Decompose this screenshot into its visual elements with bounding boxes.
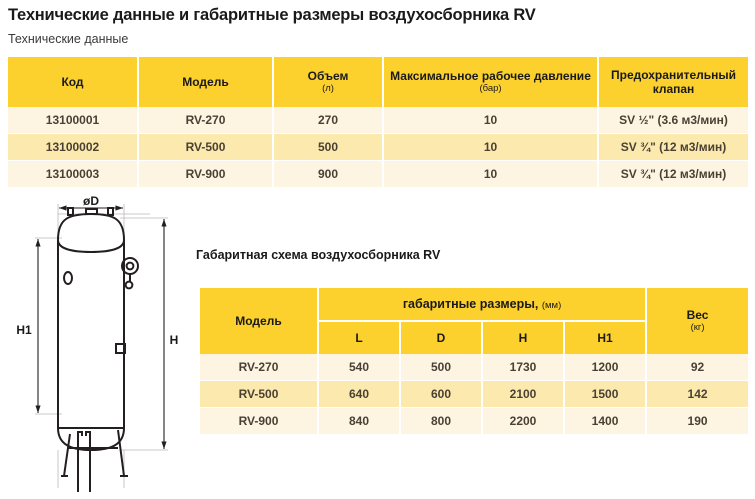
- diagram-title: Габаритная схема воздухосборника RV: [196, 248, 441, 262]
- column-header-weight: [646, 288, 748, 354]
- cell-l: 640: [318, 381, 400, 408]
- tank-technical-drawing: [0, 196, 196, 496]
- cell-pressure: 10: [383, 107, 598, 134]
- cell-valve: SV ¾" (12 м3/мин): [598, 134, 748, 161]
- cell-pressure: 10: [383, 161, 598, 188]
- cell-h1: 1400: [564, 408, 646, 435]
- column-header-model: [138, 57, 273, 107]
- cell-code: 13100002: [8, 134, 138, 161]
- cell-volume: 500: [273, 134, 383, 161]
- specs-table: [8, 57, 748, 188]
- column-header-pressure-label: Максимальное рабочее давление: [390, 68, 591, 83]
- cell-code: 13100001: [8, 107, 138, 134]
- cell-volume: 900: [273, 161, 383, 188]
- section-label: Технические данные: [8, 32, 129, 46]
- cell-d: 800: [400, 408, 482, 435]
- cell-h: 2100: [482, 381, 564, 408]
- page-title: Технические данные и габаритные размеры воздухосборника RV: [8, 6, 536, 24]
- cell-h1: 1500: [564, 381, 646, 408]
- column-header-h1: H1: [564, 321, 646, 354]
- column-header-model-label: Модель: [235, 313, 282, 328]
- column-header-volume-unit: (л): [322, 83, 334, 95]
- column-header-d: D: [400, 321, 482, 354]
- column-header-volume-label: Объем: [307, 68, 349, 83]
- cell-weight: 142: [646, 381, 748, 408]
- drain-pipe: [68, 432, 118, 492]
- cell-pressure: 10: [383, 134, 598, 161]
- column-header-code: [8, 57, 138, 107]
- cell-model: RV-500: [200, 381, 318, 408]
- column-header-volume: [273, 57, 383, 107]
- cell-l: 540: [318, 354, 400, 381]
- specs-table-header-row: [8, 57, 748, 107]
- cell-model: RV-270: [138, 107, 273, 134]
- column-header-pressure-unit: (бар): [479, 83, 502, 95]
- cell-code: 13100003: [8, 161, 138, 188]
- cell-weight: 190: [646, 408, 748, 435]
- cell-model: RV-900: [200, 408, 318, 435]
- support-legs: [61, 430, 128, 492]
- cell-d: 600: [400, 381, 482, 408]
- column-header-code-label: Код: [61, 74, 84, 89]
- column-header-l: L: [318, 321, 400, 354]
- dimensions-table-header-group-row: [200, 288, 748, 321]
- column-header-valve: [598, 57, 748, 107]
- column-header-group-dimensions: [318, 288, 646, 321]
- cell-valve: SV ¾" (12 м3/мин): [598, 161, 748, 188]
- tank-vessel: [58, 214, 124, 450]
- column-header-model-label: Модель: [182, 74, 229, 89]
- dimensions-table: [200, 288, 748, 435]
- dimension-label-diameter: øD: [83, 196, 99, 208]
- column-header-valve-label: Предохранительный клапан: [610, 67, 736, 96]
- table-row: [8, 107, 748, 134]
- column-header-group-label: габаритные размеры,: [402, 296, 539, 311]
- table-row: [200, 408, 748, 435]
- cell-valve: SV ½" (3.6 м3/мин): [598, 107, 748, 134]
- table-row: [8, 161, 748, 188]
- table-row: [200, 354, 748, 381]
- table-row: [200, 381, 748, 408]
- cell-l: 840: [318, 408, 400, 435]
- column-header-pressure: [383, 57, 598, 107]
- cell-model: RV-270: [200, 354, 318, 381]
- table-row: [8, 134, 748, 161]
- dimension-label-h: H: [169, 333, 179, 347]
- inspection-port: [64, 272, 72, 284]
- column-header-h: H: [482, 321, 564, 354]
- cell-volume: 270: [273, 107, 383, 134]
- column-header-group-unit: (мм): [541, 299, 562, 311]
- column-header-weight-unit: (кг): [690, 322, 705, 334]
- column-header-model: [200, 288, 318, 354]
- dimension-label-h1: H1: [16, 323, 32, 337]
- column-header-weight-label: Вес: [686, 307, 709, 322]
- cell-d: 500: [400, 354, 482, 381]
- cell-h1: 1200: [564, 354, 646, 381]
- cell-model: RV-900: [138, 161, 273, 188]
- cell-h: 2200: [482, 408, 564, 435]
- cell-weight: 92: [646, 354, 748, 381]
- cell-h: 1730: [482, 354, 564, 381]
- projection-lines: [35, 204, 168, 488]
- cell-model: RV-500: [138, 134, 273, 161]
